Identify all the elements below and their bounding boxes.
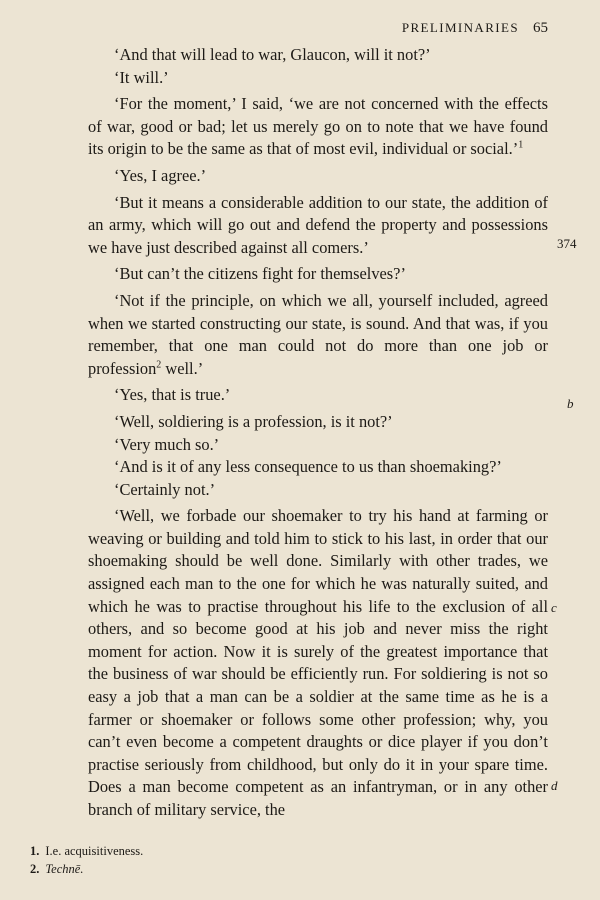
running-title: PRELIMINARIES [401, 20, 519, 35]
paragraph: ‘Very much so.’ [114, 434, 220, 454]
footnote-marker: 2 [156, 359, 162, 371]
stephanus-letter-b: b [567, 396, 574, 411]
paragraph: ‘And that will lead to war, Glaucon, will it not?’ [114, 45, 431, 64]
footnote: 2. Technē. [30, 862, 84, 876]
paragraph: ‘But it means a considerable addition to our state, the addition of an army, which will go out and defend the property and possessions we have just described against all comers.’ [88, 192, 548, 257]
paragraph: ‘Well, we forbade our shoemaker to try his hand at farming or weaving or building and told him to stick to his last, in order that our shoemaking should be well done. Similarly with other trades, we assigned each man to the one for which he was naturally suited, and which he was to practise throughout his life to the exclusion of all others, and so become good at his job and never miss the right moment for action. Now it is surely of the greatest importance that the business of war should be efficiently run. For soldiering is not so easy a job that a man can be a soldier at the same time as he is a farmer or shoemaker or follows some other profession; why, you can’t even become a competent draughts or dice player if you don’t practise seriously from childhood, but only do it in your spare time. Does a man become competent as an infantryman, or in any other branch of military service, the [88, 506, 548, 819]
paragraph: ‘It will.’ [114, 67, 169, 87]
paragraph: ‘Certainly not.’ [114, 479, 216, 499]
paragraph: ‘Yes, that is true.’ [114, 385, 231, 405]
paragraph: ‘But can’t the citizens fight for themselves?’ [114, 264, 406, 284]
stephanus-letter-d: d [551, 778, 558, 793]
page-number: 65 [533, 20, 548, 36]
running-header [402, 20, 548, 37]
footnote-marker: 1 [518, 139, 524, 151]
paragraph: ‘Well, soldiering is a profession, is it not?’ [114, 411, 393, 431]
footnote: 1. I.e. acquisitiveness. [30, 844, 144, 858]
stephanus-letter-c: c [551, 600, 557, 615]
footnotes [30, 842, 143, 878]
paragraph: ‘And is it of any less consequence to us than shoemaking?’ [114, 457, 502, 477]
paragraph: ‘Yes, I agree.’ [114, 165, 207, 185]
body-text [88, 44, 548, 822]
stephanus-number: 374 [557, 236, 577, 251]
paragraph: ‘For the moment,’ I said, ‘we are not concerned with the effects of war, good or bad; let us merely go on to note that we have found its origin to be the same as that of most evil, individual or social.’$^1$ [88, 94, 548, 159]
paragraph: ‘Not if the principle, on which we all, yourself included, agreed when we started constructing our state, is sound. And that was, if you remember, that one man could not do more than one job or profession$^2$ well.’ [88, 290, 548, 378]
